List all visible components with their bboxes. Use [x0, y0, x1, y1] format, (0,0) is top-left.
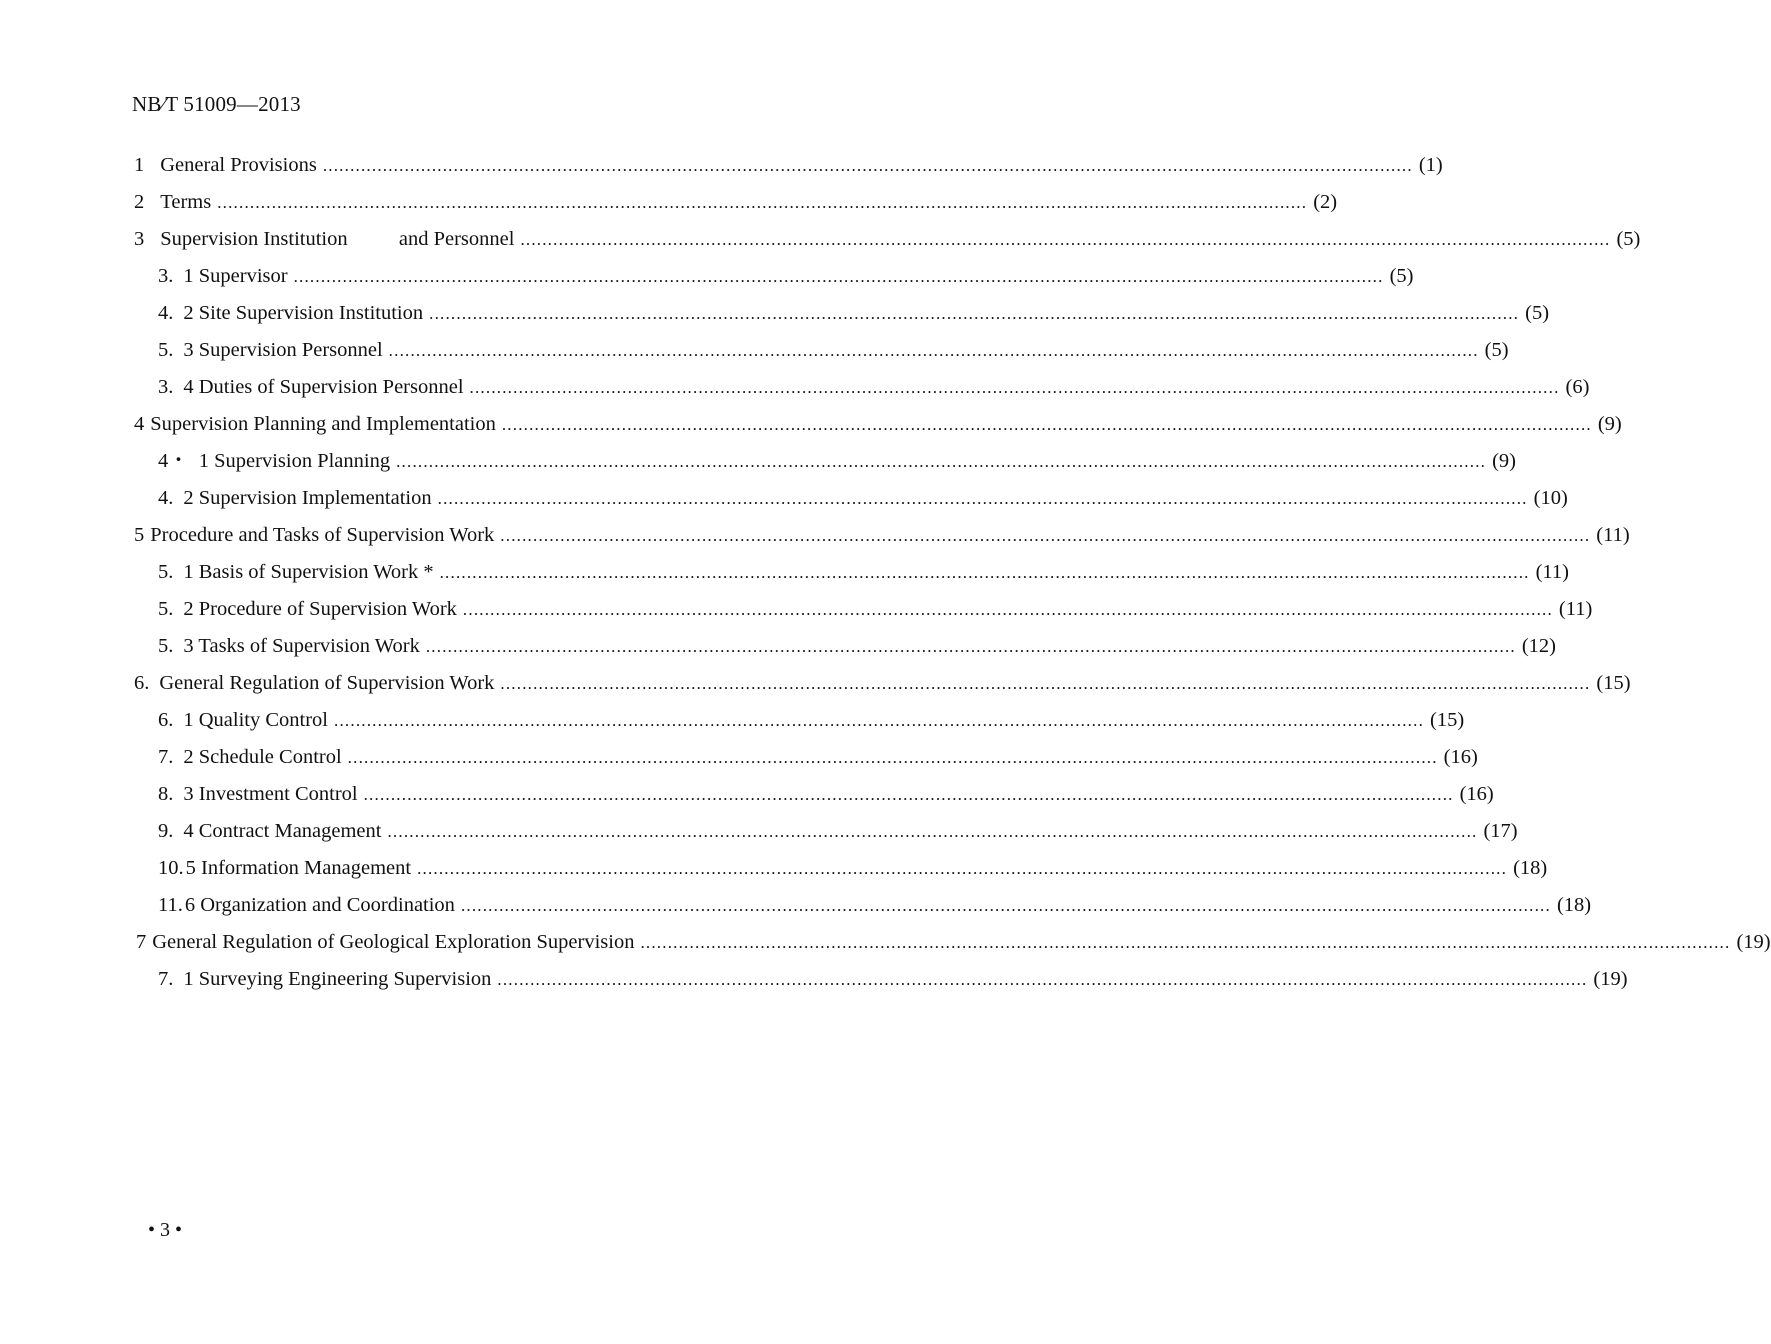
toc-entry[interactable] [158, 446, 1516, 476]
toc-entry-number: 5. [158, 635, 174, 657]
toc-entry-title: Supervision Institution and Personnel [160, 228, 515, 250]
toc-entry-title: General Regulation of Supervision Work [159, 672, 495, 694]
toc-leader-dots: ........................................................................................................................................................................................................ [640, 933, 1731, 952]
toc-entry-page: (9) [1492, 450, 1516, 472]
toc-entry-page: (1) [1418, 154, 1443, 176]
toc-entry-title: 1 Basis of Supervision Work * [183, 561, 434, 583]
toc-entry-number: 4・ [158, 450, 189, 472]
toc-entry[interactable] [158, 742, 1478, 772]
toc-leader-dots: ........................................................................................................................................................................................................ [439, 563, 1530, 582]
toc-entry-title: 1 Surveying Engineering Supervision [183, 968, 492, 990]
toc-leader-dots: ........................................................................................................................................................................................................ [500, 674, 1591, 693]
toc-entry-title: 5 Information Management [185, 857, 412, 879]
toc-entry[interactable] [158, 372, 1590, 402]
toc-leader-dots: ........................................................................................................................................................................................................ [217, 193, 1308, 212]
toc-entry-title: 3 Investment Control [183, 783, 358, 805]
toc-entry-page: (19) [1593, 968, 1628, 990]
toc-entry[interactable] [134, 520, 1630, 550]
toc-entry-page: (11) [1558, 598, 1593, 620]
toc-leader-dots: ........................................................................................................................................................................................................ [334, 711, 1425, 730]
toc-entry[interactable] [158, 298, 1550, 328]
toc-entry-number: 4. [158, 302, 174, 324]
toc-leader-dots: ........................................................................................................................................................................................................ [429, 304, 1520, 323]
toc-entry[interactable] [158, 890, 1592, 920]
toc-entry-title: Supervision Planning and Implementation [150, 413, 496, 435]
toc-entry-title: 2 Procedure of Supervision Work [183, 598, 457, 620]
toc-entry-page: (11) [1535, 561, 1570, 583]
toc-entry-title: 1 Supervisor [183, 265, 288, 287]
toc-leader-dots: ........................................................................................................................................................................................................ [417, 859, 1508, 878]
toc-entry[interactable] [134, 187, 1338, 217]
toc-entry-number: 7. [158, 746, 174, 768]
toc-entry-page: (15) [1596, 672, 1631, 694]
toc-entry[interactable] [158, 557, 1570, 587]
toc-entry[interactable] [158, 631, 1556, 661]
toc-entry-number: 2 [134, 191, 145, 213]
toc-entry-number: 10. [158, 857, 184, 879]
toc-entry-title: General Provisions [160, 154, 317, 176]
toc-entry-page: (16) [1443, 746, 1478, 768]
toc-entry-title: 4 Duties of Supervision Personnel [183, 376, 464, 398]
toc-entry-page: (5) [1389, 265, 1414, 287]
toc-leader-dots: ........................................................................................................................................................................................................ [388, 341, 1479, 360]
toc-entry-number: 3. [158, 265, 174, 287]
toc-entry[interactable] [158, 594, 1593, 624]
toc-entry-page: (10) [1533, 487, 1568, 509]
toc-entry-number: 4 [134, 413, 145, 435]
toc-entry-number: 11. [158, 894, 183, 916]
toc-entry[interactable] [158, 853, 1548, 883]
toc-entry-number: 5. [158, 339, 174, 361]
toc-leader-dots: ........................................................................................................................................................................................................ [363, 785, 1454, 804]
toc-entry-number: 6. [158, 709, 174, 731]
toc-entry-title: 4 Contract Management [183, 820, 382, 842]
toc-entry-number: 5 [134, 524, 145, 546]
toc-leader-dots: ........................................................................................................................................................................................................ [425, 637, 1516, 656]
toc-leader-dots: ........................................................................................................................................................................................................ [293, 267, 1384, 286]
toc-entry[interactable] [158, 779, 1494, 809]
toc-entry-number: 9. [158, 820, 174, 842]
toc-leader-dots: ........................................................................................................................................................................................................ [462, 600, 1553, 619]
toc-entry-title: 3 Tasks of Supervision Work [183, 635, 420, 657]
toc-entry-title: 2 Supervision Implementation [183, 487, 432, 509]
toc-entry-page: (5) [1484, 339, 1509, 361]
toc-entry-number: 5. [158, 561, 174, 583]
toc-entry-title: Terms [160, 191, 212, 213]
toc-entry-title: General Regulation of Geological Exploration Supervision [152, 931, 635, 953]
toc-entry[interactable] [158, 261, 1414, 291]
toc-entry-page: (5) [1525, 302, 1550, 324]
toc-entry[interactable] [134, 150, 1443, 180]
toc-entry-title: Procedure and Tasks of Supervision Work [150, 524, 495, 546]
toc-entry[interactable] [158, 705, 1465, 735]
toc-entry-title: 1 Quality Control [183, 709, 329, 731]
toc-leader-dots: ........................................................................................................................................................................................................ [497, 970, 1588, 989]
toc-entry-title: 6 Organization and Coordination [184, 894, 455, 916]
toc-leader-dots: ........................................................................................................................................................................................................ [500, 526, 1591, 545]
toc-entry-number: 6. [134, 672, 150, 694]
toc-entry[interactable] [158, 483, 1568, 513]
toc-entry[interactable] [158, 335, 1509, 365]
toc-entry-number: 7 [136, 931, 147, 953]
toc-leader-dots: ........................................................................................................................................................................................................ [396, 452, 1487, 471]
toc-leader-dots: ........................................................................................................................................................................................................ [437, 489, 1528, 508]
toc-entry[interactable] [158, 964, 1628, 994]
toc-entry[interactable] [134, 224, 1641, 254]
toc-entry-page: (18) [1513, 857, 1548, 879]
toc-entry-title: 2 Schedule Control [183, 746, 342, 768]
toc-leader-dots: ........................................................................................................................................................................................................ [322, 156, 1413, 175]
toc-entry-title: 1 Supervision Planning [198, 450, 391, 472]
toc-leader-dots: ........................................................................................................................................................................................................ [347, 748, 1438, 767]
toc-entry[interactable] [134, 409, 1622, 439]
toc-entry-number: 3. [158, 376, 174, 398]
toc-entry[interactable] [134, 668, 1631, 698]
toc-entry-page: (11) [1596, 524, 1630, 546]
toc-entry-page: (15) [1430, 709, 1465, 731]
toc-entry[interactable] [158, 816, 1518, 846]
toc-entry-page: (9) [1597, 413, 1622, 435]
toc-entry-page: (6) [1565, 376, 1590, 398]
toc-leader-dots: ........................................................................................................................................................................................................ [520, 230, 1611, 249]
toc-entry-page: (2) [1313, 191, 1338, 213]
toc-leader-dots: ........................................................................................................................................................................................................ [460, 896, 1551, 915]
toc-leader-dots: ........................................................................................................................................................................................................ [501, 415, 1592, 434]
toc-entry-number: 4. [158, 487, 174, 509]
toc-entry[interactable] [136, 927, 1771, 957]
toc-entry-number: 3 [134, 228, 145, 250]
toc-entry-page: (19) [1736, 931, 1771, 953]
toc-entry-page: (12) [1521, 635, 1556, 657]
toc-entry-number: 5. [158, 598, 174, 620]
toc-entry-page: (17) [1483, 820, 1518, 842]
toc-entry-page: (18) [1556, 894, 1592, 916]
toc-leader-dots: ........................................................................................................................................................................................................ [387, 822, 1478, 841]
toc-entry-number: 1 [134, 154, 145, 176]
standard-code: NB∕T 51009—2013 [132, 92, 301, 116]
toc-entry-number: 7. [158, 968, 174, 990]
toc-entry-title: 2 Site Supervision Institution [183, 302, 424, 324]
page-number: • 3 • [148, 1219, 183, 1241]
toc-leader-dots: ........................................................................................................................................................................................................ [469, 378, 1560, 397]
toc-entry-page: (5) [1616, 228, 1641, 250]
toc-entry-title: 3 Supervision Personnel [183, 339, 383, 361]
toc-entry-page: (16) [1459, 783, 1494, 805]
toc-entry-number: 8. [158, 783, 174, 805]
